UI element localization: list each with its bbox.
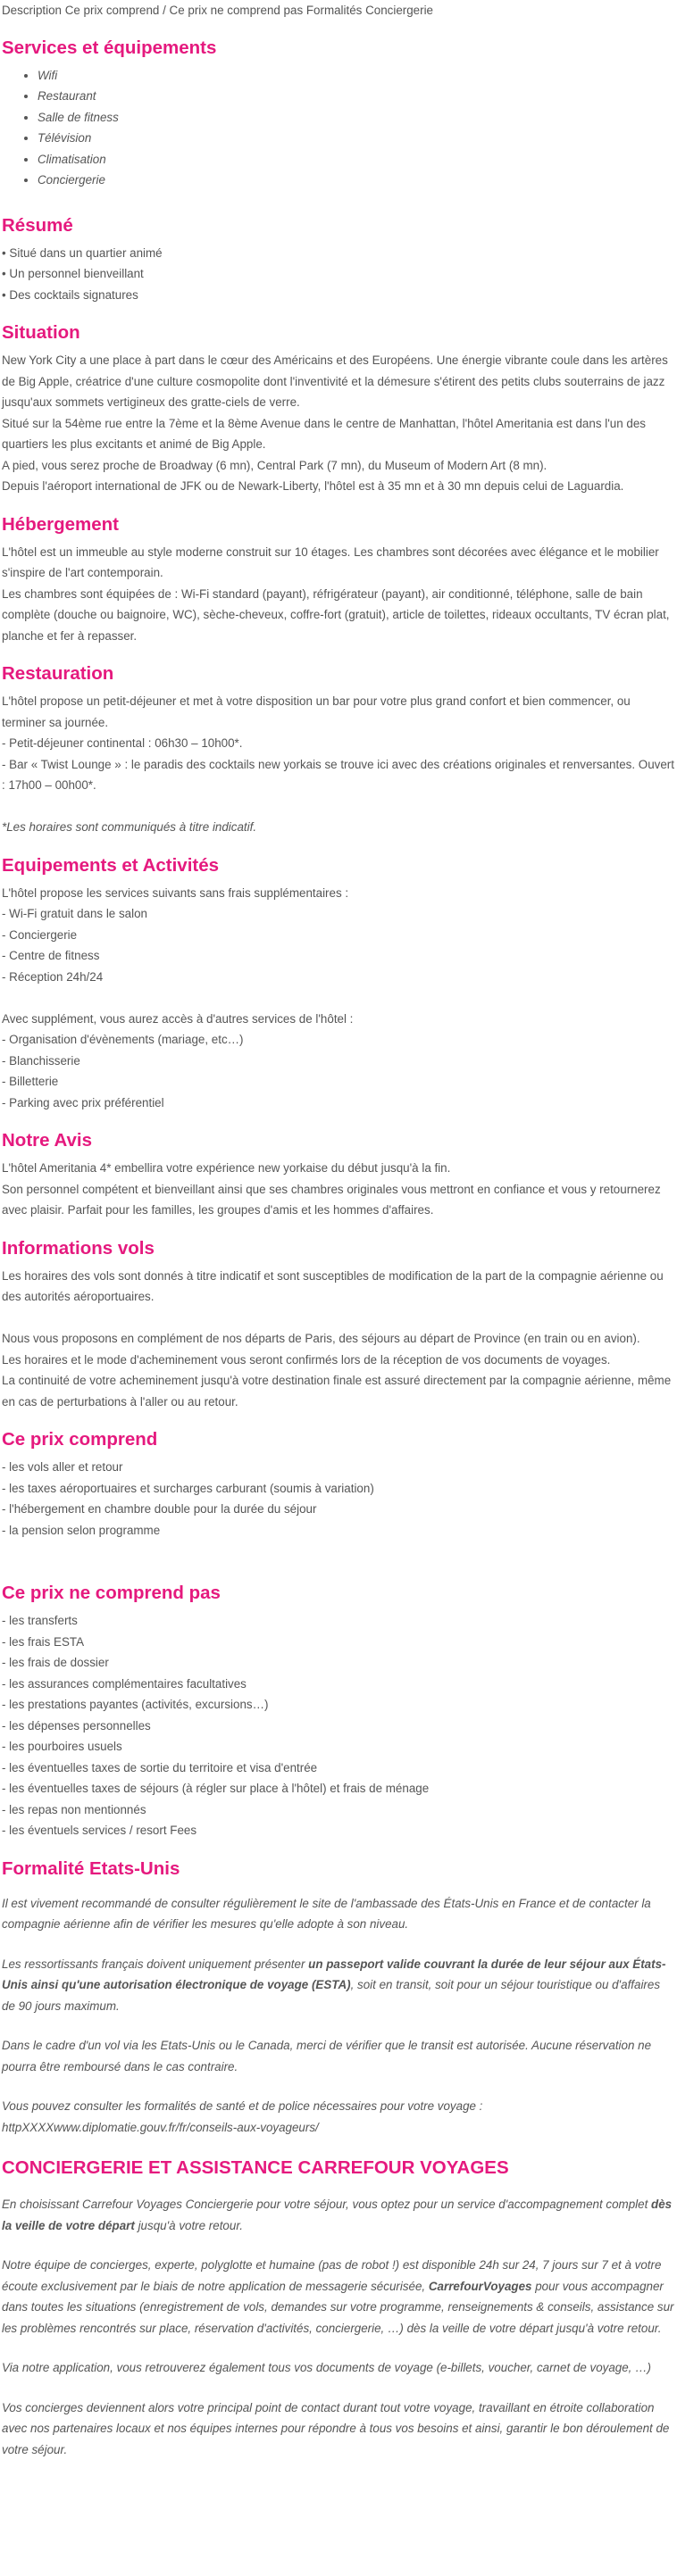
list-item: • Wifi	[38, 65, 675, 87]
formalite-title: Formalité Etats-Unis	[2, 1857, 180, 1879]
services-list	[2, 65, 675, 191]
ne-comprend-section	[2, 1582, 675, 1841]
diplomatie-link: httpXXXXwww.diplomatie.gouv.fr/fr/conseils-aux-voyageurs/	[2, 2120, 319, 2134]
conciergerie-paragraph: En choisissant Carrefour Voyages Conciergerie pour votre séjour, vous optez pour un service d'accompagnement complet dès la veille de votre départ jusqu'à votre retour.	[2, 2198, 673, 2232]
restauration-section	[2, 662, 675, 838]
ne-comprend-line: - les frais ESTA	[2, 1634, 85, 1649]
list-item: • Conciergerie	[38, 170, 675, 191]
ne-comprend-line: - les éventuelles taxes de séjours (à régler sur place à l'hôtel) et frais de ménage	[2, 1782, 430, 1795]
situation-title: Situation	[2, 322, 80, 343]
formalite-paragraph: Il est vivement recommandé de consulter régulièrement le site de l'ambassade des États-Unis en France et de contacter la compagnie aérienne afin de vérifier les mesures qu'elle adopte à son niveau.	[2, 1896, 651, 1931]
comprend-line: - la pension selon programme	[2, 1523, 161, 1537]
vols-line: Nous vous proposons en complément de nos départs de Paris, des séjours au départ de Province (en train ou en avion).	[2, 1332, 640, 1345]
conciergerie-paragraph: Via notre application, vous retrouverez également tous vos documents de voyage (e-billets, voucher, carnet de voyage, …)	[2, 2361, 651, 2374]
resume-line: • Situé dans un quartier animé	[2, 245, 163, 260]
vols-line: Les horaires et le mode d'acheminement vous seront confirmés lors de la réception de vos documents de voyages.	[2, 1352, 611, 1367]
comprend-line: - les vols aller et retour	[2, 1460, 123, 1474]
ne-comprend-line: - les repas non mentionnés	[2, 1802, 146, 1816]
equipements-line: - Parking avec prix préférentiel	[2, 1095, 164, 1109]
equipements-line: - Blanchisserie	[2, 1053, 80, 1068]
vols-line: La continuité de votre acheminement jusqu'à votre destination finale est assuré directement par la compagnie aérienne, même en cas de perturbations à l'aller ou au retour.	[2, 1374, 672, 1408]
list-item: • Restaurant	[38, 86, 675, 107]
comprend-section	[2, 1428, 675, 1541]
services-section	[2, 37, 675, 191]
resume-line: • Un personnel bienveillant	[2, 267, 144, 280]
list-item: • Salle de fitness	[38, 107, 675, 129]
equipements-title: Equipements et Activités	[2, 854, 220, 876]
services-title: Services et équipements	[2, 37, 217, 58]
conciergerie-title: CONCIERGERIE ET ASSISTANCE CARREFOUR VOYAGES	[2, 2157, 509, 2178]
equipements-line: - Conciergerie	[2, 927, 78, 942]
formalite-paragraph: Vous pouvez consulter les formalités de santé et de police nécessaires pour votre voyage : httpXXXXwww.diplomatie.gouv.fr/fr/conseils-aux-voyageurs/	[2, 2099, 483, 2134]
avis-line: L'hôtel Ameritania 4* embellira votre expérience new yorkaise du début jusqu'à la fin.	[2, 1161, 451, 1175]
vols-section	[2, 1237, 675, 1413]
resume-title: Résumé	[2, 214, 73, 236]
equipements-line: - Centre de fitness	[2, 949, 100, 962]
conciergerie-paragraph: Vos concierges deviennent alors votre principal point de contact durant tout votre voyage, travaillant en étroite collaboration avec nos partenaires locaux et nos équipes internes pour répondre à tous vos besoins et ainsi, garantir le bon déroulement de votre séjour.	[2, 2400, 670, 2456]
conciergerie-section	[2, 2156, 675, 2460]
resume-line: • Des cocktails signatures	[2, 287, 138, 302]
comprend-title: Ce prix comprend	[2, 1429, 158, 1450]
hebergement-line: L'hôtel est un immeuble au style moderne construit sur 10 étages. Les chambres sont décorées avec élégance et le mobilier s'inspire de l'art contemporain.	[2, 544, 659, 579]
restauration-line: - Bar « Twist Lounge » : le paradis des cocktails new yorkais se trouve ici avec des créations originales et renversantes. Ouvert : 17h00 – 00h00*.	[2, 757, 674, 792]
conciergerie-paragraph: Notre équipe de concierges, experte, polyglotte et humaine (pas de robot !) est disponible 24h sur 24, 7 jours sur 7 et à votre écoute exclusivement par le biais de notre application de messagerie sécurisée, CarrefourVoyages pour vous accompagner dans toutes les situations (enregistrement de vols, demandes sur votre programme, renseignements & conseils, assistance sur les problèmes rencontrés sur place, réservation d'activités, conciergerie, …) dès la veille de votre départ jusqu'à votre retour.	[2, 2258, 674, 2335]
equipements-line: - Réception 24h/24	[2, 969, 104, 984]
comprend-line: - l'hébergement en chambre double pour la durée du séjour	[2, 1502, 317, 1516]
formalite-paragraph: Dans le cadre d'un vol via les Etats-Unis ou le Canada, merci de vérifier que le transit est autorisée. Aucune réservation ne pourra être remboursé dans le cas contraire.	[2, 2039, 652, 2073]
restauration-line: L'hôtel propose un petit-déjeuner et met à votre disposition un bar pour votre plus grand confort et bien commencer, ou terminer sa journée.	[2, 694, 631, 729]
formalite-section	[2, 1857, 675, 2139]
equipements-line: L'hôtel propose les services suivants sans frais supplémentaires :	[2, 885, 349, 900]
restauration-note: *Les horaires sont communiqués à titre indicatif.	[2, 820, 257, 834]
situation-line: Depuis l'aéroport international de JFK ou de Newark-Liberty, l'hôtel est à 35 mn et à 30 mn depuis celui de Laguardia.	[2, 479, 624, 493]
ne-comprend-line: - les éventuels services / resort Fees	[2, 1824, 197, 1837]
ne-comprend-line: - les dépenses personnelles	[2, 1718, 151, 1733]
hebergement-title: Hébergement	[2, 513, 120, 535]
vols-line: Les horaires des vols sont donnés à titre indicatif et sont susceptibles de modification de la part de la compagnie aérienne ou des autorités aéroportuaires.	[2, 1268, 664, 1303]
ne-comprend-line: - les éventuelles taxes de sortie du territoire et visa d'entrée	[2, 1760, 318, 1774]
equipements-line: - Organisation d'évènements (mariage, etc…)	[2, 1033, 244, 1046]
restauration-title: Restauration	[2, 663, 114, 684]
list-item: • Climatisation	[38, 149, 675, 170]
equipements-line: Avec supplément, vous aurez accès à d'autres services de l'hôtel :	[2, 1011, 354, 1026]
list-item: • Télévision	[38, 128, 675, 149]
avis-line: Son personnel compétent et bienveillant ainsi que ses chambres originales vous mettront en confiance et vous y retournerez avec plaisir. Parfait pour les familles, les groupes d'amis et les hommes d'affaires.	[2, 1182, 661, 1217]
ne-comprend-line: - les assurances complémentaires facultatives	[2, 1676, 247, 1691]
ne-comprend-line: - les pourboires usuels	[2, 1740, 122, 1753]
ne-comprend-line: - les frais de dossier	[2, 1656, 109, 1669]
situation-line: A pied, vous serez proche de Broadway (6 mn), Central Park (7 mn), du Museum of Modern Art (8 mn).	[2, 458, 547, 472]
restauration-line: - Petit-déjeuner continental : 06h30 – 10h00*.	[2, 736, 243, 750]
comprend-line: - les taxes aéroportuaires et surcharges carburant (soumis à variation)	[2, 1481, 374, 1495]
ne-comprend-title: Ce prix ne comprend pas	[2, 1583, 221, 1603]
avis-section	[2, 1129, 675, 1221]
equipements-line: - Wi-Fi gratuit dans le salon	[2, 907, 147, 920]
hebergement-line: Les chambres sont équipées de : Wi-Fi standard (payant), réfrigérateur (payant), air conditionné, téléphone, salle de bain complète (douche ou baignoire, WC), sèche-cheveux, coffre-fort (gratuit), article de toilettes, rideaux occultants, TV écran plat, planche et fer à repasser.	[2, 586, 670, 643]
breadcrumb: Description Ce prix comprend / Ce prix ne comprend pas Formalités Conciergerie	[2, 4, 434, 17]
equipements-section	[2, 854, 675, 1114]
situation-section	[2, 321, 675, 497]
equipements-line: - Billetterie	[2, 1075, 59, 1088]
ne-comprend-line: - les transferts	[2, 1614, 78, 1627]
situation-line: New York City a une place à part dans le cœur des Américains et des Européens. Une énergie vibrante coule dans les artères de Big Apple, créatrice d'une culture cosmopolite dont l'inventivité et la démesure s'étirent des petits clubs souterrains de jazz jusqu'aux sommets vertigineux des gratte-ciels de verre.	[2, 353, 668, 409]
avis-title: Notre Avis	[2, 1130, 93, 1151]
hebergement-section	[2, 513, 675, 647]
ne-comprend-line: - les prestations payantes (activités, excursions…)	[2, 1698, 269, 1711]
situation-line: Situé sur la 54ème rue entre la 7ème et la 8ème Avenue dans le centre de Manhattan, l'hôtel Ameritania est dans l'un des quartiers les plus excitants et animé de Big Apple.	[2, 416, 646, 451]
formalite-paragraph: Les ressortissants français doivent uniquement présenter un passeport valide couvrant la durée de leur séjour aux États-Unis ainsi qu'une autorisation électronique de voyage (ESTA), soit en transit, soit pour un séjour touristique ou d'affaires de 90 jours maximum.	[2, 1957, 666, 2013]
resume-section	[2, 214, 675, 306]
vols-title: Informations vols	[2, 1237, 155, 1259]
